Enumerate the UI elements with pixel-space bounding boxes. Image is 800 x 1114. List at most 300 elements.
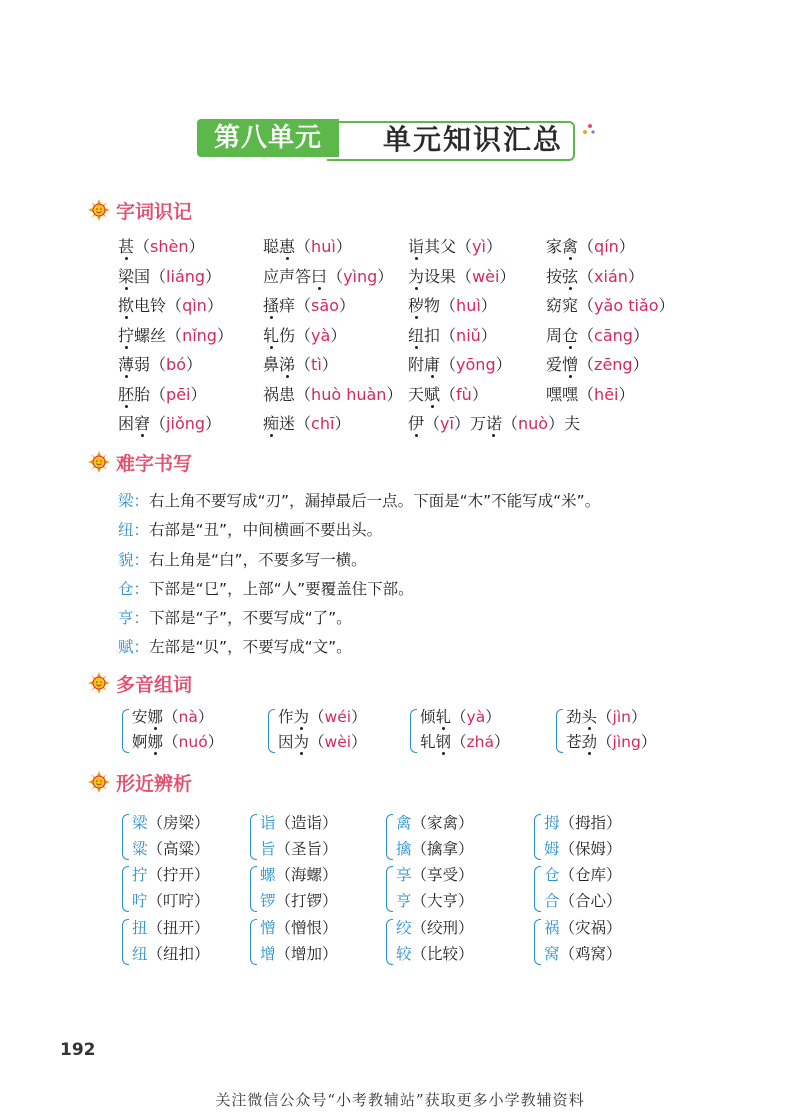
paren: （ (411, 892, 428, 910)
paren: ） (194, 840, 210, 858)
paren: （ (578, 296, 595, 315)
word-char: 庸 (424, 355, 441, 374)
pinyin: hēi (594, 384, 619, 404)
pinyin: yà (466, 708, 486, 726)
vocab-item (118, 382, 207, 408)
paren: （ (559, 866, 576, 884)
paren: ） (606, 866, 622, 884)
paren: ） (322, 814, 338, 832)
word-char: 窘 (134, 414, 151, 433)
paren: ） (205, 414, 222, 433)
word-char: 困 (118, 414, 135, 433)
pinyin: pēi (166, 384, 191, 404)
brace (534, 814, 541, 860)
word-char: 曰 (311, 266, 328, 286)
brace (250, 814, 257, 860)
similar-word: 大亨 (427, 892, 459, 910)
paren: ） (458, 866, 474, 884)
word-char: 应 (263, 266, 280, 286)
paren: ） (194, 945, 210, 963)
similar-line (386, 862, 506, 888)
paren: （ (559, 919, 576, 937)
paren: （ (147, 919, 164, 937)
word-char: 天 (408, 384, 425, 404)
brace (534, 866, 541, 912)
word-char: 伤 (279, 325, 296, 345)
paren: ） (351, 733, 367, 751)
paren: （ (597, 733, 613, 751)
word-char: 劲 (581, 733, 598, 751)
paren: （ (411, 814, 428, 832)
paren: （ (163, 733, 179, 751)
word-char: 弦 (562, 266, 579, 286)
note-item: 纽：右部是“丑”，中间横画不要出头。 (118, 521, 383, 540)
brace (268, 709, 275, 753)
similar-char: 窝 (544, 945, 560, 963)
paren: ） (471, 384, 488, 404)
word-char: 安 (132, 708, 148, 726)
word-char: 痒 (279, 296, 296, 315)
pinyin: sāo (311, 296, 339, 315)
brace (250, 866, 257, 912)
paren: ） (627, 266, 644, 286)
word-char: 轧 (435, 708, 452, 726)
similar-line (122, 810, 242, 836)
similar-char: 较 (396, 945, 412, 963)
similar-char: 螺 (260, 866, 276, 884)
section-title: 形近辨析 (116, 772, 193, 795)
paren: ） (322, 892, 338, 910)
similar-line (122, 915, 242, 941)
word-char: 薄 (118, 355, 135, 374)
paren: （ (440, 384, 457, 404)
vocab-item (408, 234, 502, 260)
similar-word: 打锣 (291, 892, 323, 910)
brace (386, 814, 393, 860)
paren: ） (190, 384, 207, 404)
paren: （ (578, 384, 595, 404)
word-char: 梁 (118, 266, 135, 286)
paren: （ (578, 237, 595, 256)
brace (386, 919, 393, 965)
paren: （ (275, 866, 292, 884)
paren: （ (451, 708, 467, 726)
similar-word: 纽扣 (163, 945, 195, 963)
similar-word: 保姆 (575, 840, 607, 858)
similar-char: 纽 (132, 945, 148, 963)
similar-line (122, 862, 242, 888)
paren: ） (188, 237, 205, 256)
paren: （ (597, 708, 613, 726)
paren: ） (322, 866, 338, 884)
paren: （ (502, 414, 519, 433)
paren: ） (458, 814, 474, 832)
polyphone-line (410, 705, 560, 730)
polyphone-group (410, 705, 560, 755)
polyphone-group (268, 705, 418, 755)
pinyin: nuó (178, 733, 208, 751)
vocab-item (118, 352, 202, 378)
similar-char: 梁 (132, 814, 148, 832)
brace (250, 919, 257, 965)
vocab-item (118, 411, 221, 437)
paren: ） (606, 892, 622, 910)
paren: ） (495, 355, 512, 374)
pinyin: huì (456, 296, 481, 315)
paren: （ (295, 296, 312, 315)
paren: （ (295, 355, 312, 374)
word-char: 钢 (435, 733, 452, 751)
similar-group (386, 915, 506, 967)
similar-char: 仓 (544, 866, 560, 884)
unit-banner (197, 119, 575, 159)
similar-word: 享受 (427, 866, 459, 884)
pinyin: shèn (150, 237, 189, 256)
pinyin: qìn (182, 296, 207, 315)
vocab-row (118, 264, 718, 294)
word-char: 头 (581, 708, 598, 726)
similar-char: 绞 (396, 919, 412, 937)
vocab-item (263, 382, 402, 408)
brace (122, 814, 129, 860)
paren: （ (295, 414, 312, 433)
word-char: 患 (279, 384, 296, 404)
paren: ） (377, 266, 394, 286)
similar-char: 增 (260, 945, 276, 963)
word-char: 胚 (118, 384, 135, 404)
paren: ） (494, 733, 510, 751)
word-char: 禽 (562, 237, 579, 256)
word-char: 诺 (485, 414, 502, 433)
similar-line (250, 915, 370, 941)
vocab-item (263, 323, 346, 349)
word-char: 果 (440, 266, 457, 286)
brace (386, 866, 393, 912)
vocab-item (118, 323, 233, 349)
brace (534, 919, 541, 965)
vocab-item (118, 264, 221, 290)
similar-word: 房梁 (163, 814, 195, 832)
word-char: 丝 (150, 325, 167, 345)
similar-word: 拧开 (163, 866, 195, 884)
paren: （ (147, 840, 164, 858)
word-char: 其 (424, 237, 441, 256)
paren: ） (335, 237, 352, 256)
page-number: 192 (60, 1040, 96, 1060)
pinyin: nǐng (182, 325, 217, 345)
pinyin: niǔ (456, 325, 481, 345)
paren: ） (618, 237, 635, 256)
paren: （ (440, 355, 457, 374)
similar-word: 合心 (575, 892, 607, 910)
vocab-item (546, 264, 644, 290)
similar-line (250, 888, 370, 914)
paren: （ (295, 237, 312, 256)
similar-word: 比较 (427, 945, 459, 963)
pinyin: nuò (518, 414, 549, 433)
vocab-row (118, 352, 718, 382)
vocab-item (263, 264, 393, 290)
brace (410, 709, 417, 753)
paren: （ (295, 325, 312, 345)
pinyin: liáng (166, 266, 206, 286)
paren: ） (606, 945, 622, 963)
similar-line (386, 941, 506, 967)
similar-group (250, 810, 370, 862)
word-char: 螺 (134, 325, 151, 345)
paren: （ (411, 945, 428, 963)
similar-char: 享 (396, 866, 412, 884)
vocab-item (546, 293, 675, 319)
pinyin: zhá (466, 733, 495, 751)
word-char: 诣 (408, 237, 425, 256)
vocab-item (546, 323, 649, 349)
word-char: 按 (546, 266, 563, 286)
paren: （ (327, 266, 344, 286)
paren: ） (321, 355, 338, 374)
pinyin: fù (456, 384, 472, 404)
word-char: 弱 (134, 355, 151, 374)
word-char: 爱 (546, 355, 563, 374)
similar-char: 粱 (132, 840, 148, 858)
polyphone-line (122, 730, 272, 755)
section-title: 字词识记 (116, 200, 193, 223)
paren: ） (606, 814, 622, 832)
paren: ） (658, 296, 675, 315)
paren: （ (150, 266, 167, 286)
similar-word: 叮咛 (163, 892, 195, 910)
similar-word: 海螺 (291, 866, 323, 884)
similar-char: 合 (544, 892, 560, 910)
paren: （ (147, 892, 164, 910)
paren: ） (499, 266, 516, 286)
similar-line (122, 836, 242, 862)
similar-char: 扭 (132, 919, 148, 937)
similar-line (534, 862, 654, 888)
brace (122, 866, 129, 912)
similar-line (534, 915, 654, 941)
word-char: 娜 (147, 708, 164, 726)
sun-icon (88, 672, 110, 694)
word-char: 嘿 (562, 384, 579, 404)
similar-line (250, 810, 370, 836)
pinyin: huì (311, 237, 336, 256)
similar-char: 擒 (396, 840, 412, 858)
pinyin: jiǒng (166, 414, 206, 433)
paren: （ (456, 266, 473, 286)
similar-char: 祸 (544, 919, 560, 937)
word-char: 秽 (408, 296, 425, 315)
paren: （ (147, 945, 164, 963)
paren: （ (424, 414, 441, 433)
pinyin: qín (594, 237, 619, 256)
paren: ） (632, 355, 649, 374)
pinyin: yì (472, 237, 486, 256)
paren: （ (411, 919, 428, 937)
pinyin: nà (178, 708, 198, 726)
word-char: 婀 (132, 733, 148, 751)
word-char: 物 (424, 296, 441, 315)
paren: ） (458, 945, 474, 963)
polyphone-line (268, 730, 418, 755)
word-char: 涕 (279, 355, 296, 374)
paren: （ (559, 814, 576, 832)
paren: （ (559, 840, 576, 858)
paren: ） (197, 708, 214, 726)
similar-line (122, 888, 242, 914)
word-char: 扣 (424, 325, 441, 345)
polyphone-line (268, 705, 418, 730)
paren: ） (548, 414, 565, 433)
paren: （ (150, 384, 167, 404)
word-char: 祸 (263, 384, 280, 404)
vocab-item (118, 293, 223, 319)
section-title: 难字书写 (116, 452, 193, 475)
word-char: 鼻 (263, 355, 280, 374)
paren: ） (458, 840, 474, 858)
vocab-item (408, 411, 580, 437)
similar-line (534, 836, 654, 862)
paren: ） (206, 296, 223, 315)
note-item: 貌：右上角是“白”，不要多写一横。 (118, 550, 367, 569)
paren: ） (458, 919, 474, 937)
vocab-item (546, 382, 635, 408)
similar-line (250, 862, 370, 888)
similar-char: 拧 (132, 866, 148, 884)
paren: ） (480, 325, 497, 345)
paren: ） (606, 840, 622, 858)
vocab-item (408, 293, 497, 319)
vocab-item (263, 411, 350, 437)
similar-group (122, 810, 242, 862)
paren: （ (275, 945, 292, 963)
note-item: 仓：下部是“㔾”，上部“人”要覆盖住下部。 (118, 579, 414, 598)
paren: ） (322, 945, 338, 963)
word-char: 憎 (562, 355, 579, 374)
section-polyphone-head (88, 669, 192, 697)
vocab-item (408, 323, 497, 349)
vocab-item (546, 234, 635, 260)
paren: ） (186, 355, 203, 374)
similar-word: 擒拿 (427, 840, 459, 858)
word-char: 作 (278, 708, 294, 726)
pinyin: yà (311, 325, 331, 345)
word-char: 痴 (263, 414, 280, 433)
word-char: 铃 (150, 296, 167, 315)
word-char: 万 (469, 414, 486, 433)
section-writing-head (88, 448, 192, 476)
pinyin: cāng (594, 325, 633, 345)
vocab-item (118, 234, 205, 260)
paren: ） (330, 325, 347, 345)
similar-word: 家禽 (427, 814, 459, 832)
vocab-item (263, 352, 338, 378)
similar-char: 诣 (260, 814, 276, 832)
word-char: 劲 (566, 708, 582, 726)
paren: ） (216, 325, 233, 345)
similar-group (250, 915, 370, 967)
word-char: 父 (440, 237, 457, 256)
similar-word: 绞刑 (427, 919, 459, 937)
paren: （ (578, 266, 595, 286)
word-char: 答 (295, 266, 312, 286)
similar-char: 姆 (544, 840, 560, 858)
paren: （ (411, 866, 428, 884)
word-char: 搔 (263, 296, 280, 315)
vocab-item (546, 352, 649, 378)
similar-line (534, 888, 654, 914)
brace (556, 709, 563, 753)
paren: （ (275, 814, 292, 832)
word-char: 赋 (424, 384, 441, 404)
similar-word: 增加 (291, 945, 323, 963)
paren: （ (440, 296, 457, 315)
paren: ） (485, 237, 502, 256)
paren: ） (630, 708, 647, 726)
paren: ） (194, 919, 210, 937)
vocab-item (263, 293, 355, 319)
paren: （ (295, 384, 312, 404)
paren: ） (194, 814, 210, 832)
word-char: 苍 (566, 733, 582, 751)
word-char: 迷 (279, 414, 296, 433)
similar-group (250, 862, 370, 914)
similar-word: 鸡窝 (575, 945, 607, 963)
sun-icon (88, 451, 110, 473)
vocab-item (263, 234, 352, 260)
pinyin: wèi (472, 266, 500, 286)
similar-char: 锣 (260, 892, 276, 910)
pinyin: tì (311, 355, 322, 374)
similar-line (122, 941, 242, 967)
paren: （ (150, 355, 167, 374)
similar-group (122, 915, 242, 967)
paren: （ (147, 814, 164, 832)
word-char: 周 (546, 325, 563, 345)
word-char: 嘿 (546, 384, 563, 404)
vocab-row (118, 234, 718, 264)
paren: （ (275, 919, 292, 937)
paren: （ (166, 296, 183, 315)
paren: （ (147, 866, 164, 884)
paren: ） (640, 733, 657, 751)
paren: （ (578, 355, 595, 374)
pinyin: jìng (612, 733, 641, 751)
similar-group (534, 810, 654, 862)
similar-group (534, 862, 654, 914)
paren: （ (163, 708, 179, 726)
word-char: 甚 (118, 237, 135, 256)
similar-char: 拇 (544, 814, 560, 832)
paren: ） (205, 266, 222, 286)
word-char: 窈 (546, 296, 563, 315)
section-vocab-head (88, 196, 192, 224)
paren: （ (411, 840, 428, 858)
polyphone-line (556, 730, 706, 755)
pinyin: jìn (612, 708, 631, 726)
word-char: 胎 (134, 384, 151, 404)
unit-label: 第八单元 (197, 119, 339, 157)
paren: （ (578, 325, 595, 345)
word-char: 附 (408, 355, 425, 374)
word-char: 伊 (408, 414, 425, 433)
section-similar-head (88, 768, 192, 796)
paren: （ (309, 733, 325, 751)
word-char: 为 (293, 733, 310, 751)
paren: ） (618, 384, 635, 404)
paren: （ (559, 892, 576, 910)
paren: ） (322, 840, 338, 858)
